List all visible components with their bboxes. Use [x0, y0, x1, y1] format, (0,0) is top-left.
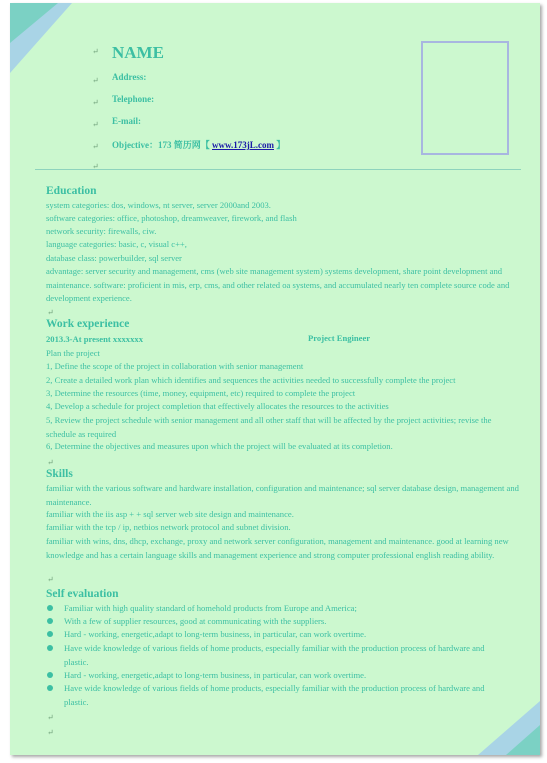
- work-line: Plan the project: [46, 348, 100, 358]
- corner-decoration-top-left-inner: [10, 3, 58, 43]
- paragraph-mark-icon: ↵: [47, 308, 54, 317]
- paragraph-mark-icon: ↵: [47, 728, 54, 737]
- paragraph-mark-icon: ↵: [92, 142, 99, 151]
- bullet-icon: [47, 645, 53, 651]
- work-line: 2, Create a detailed work plan which identifies and sequences the activities needed to successfully complete the project: [46, 375, 456, 385]
- education-line: advantage: server security and management, cms (web site management system) systems development, share point development and maintenance. software: proficient in mis, erp, cms, and other related oa systems, and accumulated nearly ten complete source code and development experience.: [46, 266, 510, 303]
- paragraph-mark-icon: ↵: [92, 120, 99, 129]
- corner-decoration-bottom-right-inner: [506, 725, 540, 755]
- education-line: software categories: office, photoshop, dreamweaver, firework, and flash: [46, 213, 297, 223]
- skills-line: familiar with the various software and hardware installation, configuration and maintenance; sql server database design, management and maintenance.: [46, 483, 519, 507]
- email-label: E-mail:: [112, 116, 141, 126]
- education-line: database class: powerbuilder, sql server: [46, 253, 182, 263]
- list-item: Hard - working, energetic,adapt to long-term business, in particular, can work overtime.: [46, 628, 506, 642]
- work-line: 4, Develop a schedule for project completion that effectively allocates the resources to the activities: [46, 401, 389, 411]
- objective-label: Objective：173 简历网【: [112, 140, 210, 150]
- self-evaluation-heading: Self evaluation: [46, 588, 119, 600]
- education-line: language categories: basic, c, visual c++,: [46, 239, 187, 249]
- paragraph-mark-icon: ↵: [92, 162, 99, 171]
- list-item: Have wide knowledge of various fields of home products, especially familiar with the production process of hardware and plastic.: [46, 682, 506, 709]
- work-position: Project Engineer: [308, 333, 371, 343]
- work-line: 1, Define the scope of the project in collaboration with senior management: [46, 361, 304, 371]
- bullet-icon: [47, 631, 53, 637]
- paragraph-mark-icon: ↵: [47, 713, 54, 722]
- objective-line: [112, 138, 285, 151]
- paragraph-mark-icon: ↵: [92, 98, 99, 107]
- address-label: Address:: [112, 72, 147, 82]
- list-item: Familiar with high quality standard of homehold products from Europe and America;: [46, 602, 506, 616]
- resume-page: [10, 3, 540, 755]
- objective-link[interactable]: www.173jL.com: [212, 140, 274, 150]
- work-line: 6, Determine the objectives and measures upon which the project will be evaluated at its completion.: [46, 441, 393, 451]
- work-line: 5, Review the project schedule with senior management and all other staff that will be affected by the project activities; revise the schedule as required: [46, 415, 492, 439]
- skills-line: familiar with the tcp / ip, netbios network protocol and subnet division.: [46, 522, 291, 532]
- bullet-icon: [47, 672, 53, 678]
- list-item: Hard - working, energetic,adapt to long-term business, in particular, can work overtime.: [46, 669, 506, 683]
- list-item: With a few of supplier resources, good at communicating with the suppliers.: [46, 615, 506, 629]
- list-item: Have wide knowledge of various fields of home products, especially familiar with the production process of hardware and plastic.: [46, 642, 506, 669]
- header-divider: [35, 169, 521, 170]
- telephone-label: Telephone:: [112, 94, 155, 104]
- skills-line: familiar with the iis asp + + sql server web site design and maintenance.: [46, 509, 294, 519]
- bullet-icon: [47, 605, 53, 611]
- paragraph-mark-icon: ↵: [92, 47, 99, 56]
- paragraph-mark-icon: ↵: [47, 575, 54, 584]
- bullet-icon: [47, 685, 53, 691]
- bullet-icon: [47, 618, 53, 624]
- paragraph-mark-icon: ↵: [92, 76, 99, 85]
- skills-heading: Skills: [46, 468, 73, 480]
- photo-placeholder: [421, 41, 509, 155]
- education-line: network security: firewalls, ciw.: [46, 226, 157, 236]
- education-line: system categories: dos, windows, nt server, server 2000and 2003.: [46, 200, 271, 210]
- name-heading: NAME: [112, 43, 164, 62]
- paragraph-mark-icon: ↵: [47, 458, 54, 467]
- objective-end: 】: [276, 140, 286, 150]
- skills-line: familiar with wins, dns, dhcp, exchange, proxy and network server configuration, management and maintenance. good at learning new knowledge and has a certain language skills and management experience and strong computer professional english reading ability.: [46, 536, 509, 560]
- work-heading: Work experience: [46, 318, 130, 330]
- work-period: 2013.3-At present xxxxxxx: [46, 334, 143, 344]
- work-line: 3, Determine the resources (time, money, equipment, etc) required to complete the project: [46, 388, 356, 398]
- education-heading: Education: [46, 185, 97, 197]
